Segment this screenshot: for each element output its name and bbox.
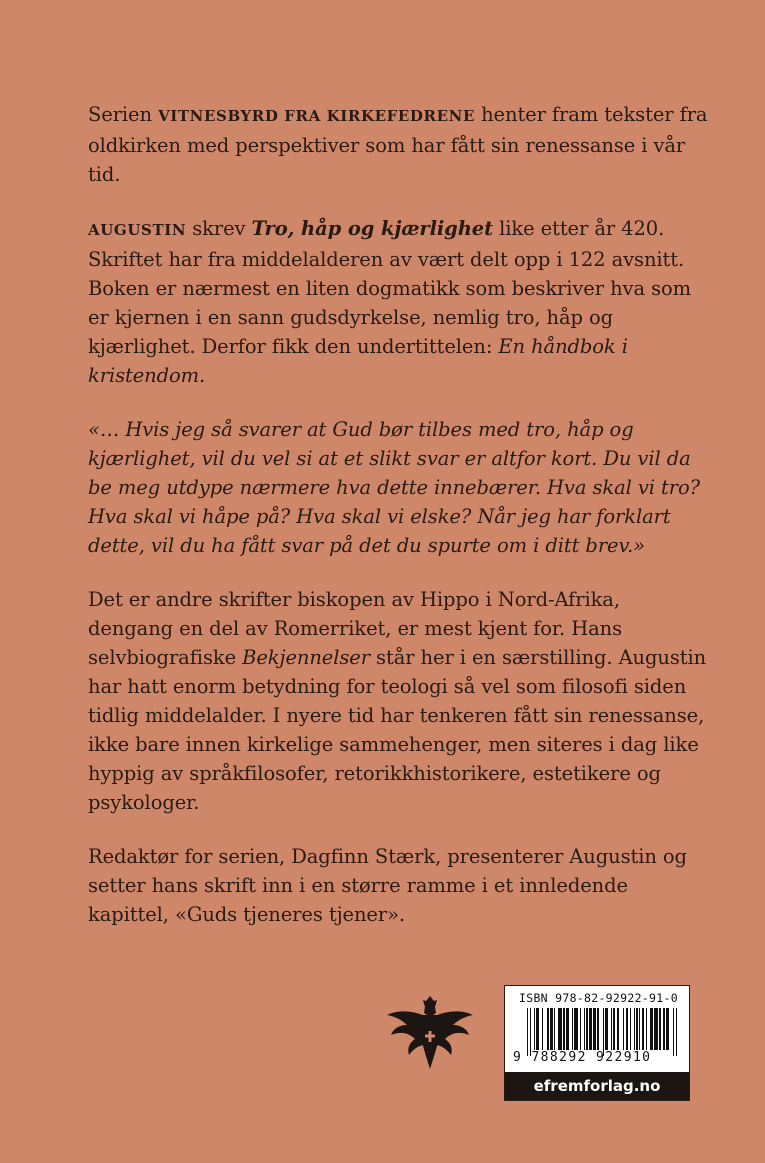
barcode-bar xyxy=(603,1008,604,1056)
bird-publisher-logo-icon xyxy=(385,995,475,1071)
series-paragraph xyxy=(88,100,708,189)
work-title: Bekjennelser xyxy=(242,646,370,669)
book-subtitle: En håndbok i kristendom. xyxy=(88,335,628,387)
publisher-website: efremforlag.no xyxy=(505,1072,689,1100)
isbn-barcode xyxy=(504,985,690,1101)
quote-paragraph: «… Hvis jeg så svarer at Gud bør tilbes med tro, håp og kjærlighet, vil du vel si at et slikt svar er altfor kort. Du vil da be meg utdype nærmere hva dette innebærer. Hva skal vi tro? Hva skal vi håpe på? Hva skal vi elske? Når jeg har forklart dette, vil du ha fått svar på det du spurte om i ditt brev.» xyxy=(88,418,700,557)
back-cover-text xyxy=(88,100,708,954)
author-text-1: Det er andre skrifter biskopen av Hippo i Nord-Afrika, dengang en del av Romerriket, er mest kjent for. Hans selvbiografiske xyxy=(88,588,623,669)
book-text-1: skrev xyxy=(186,217,252,240)
author-name: AUGUSTIN xyxy=(88,221,187,239)
barcode-bar xyxy=(580,1008,581,1050)
barcode-bar xyxy=(626,1008,629,1050)
editor-paragraph: Redaktør for serien, Dagfinn Stærk, presenterer Augustin og setter hans skrift inn i en større ramme i et innledende kapittel, «Guds tjeneres tjener». xyxy=(88,845,687,926)
barcode-bar xyxy=(558,1008,562,1050)
series-description: henter fram tekster fra oldkirken med perspektiver som har fått sin renessanse i vår tid. xyxy=(88,103,708,186)
author-text-2: står her i en særstilling. Augustin har hatt enorm betydning for teologi så vel som filosofi siden tidlig middelalder. I nyere tid har tenkeren fått sin renessanse, ikke bare innen kirkelige sammehenger, men siteres i dag like hyppig av språkfilosofer, retorikkhistorikere, estetikere og psykologer. xyxy=(88,646,707,814)
barcode-bar xyxy=(623,1008,624,1050)
book-text-2: like etter år 420. Skriftet har fra middelalderen av vært delt opp i 122 avsnitt. Boken er nærmest en liten dogmatikk som beskriver hva som er kjernen i en sann gudsdyrkelse, nemlig tro, håp og kjærlighet. Derfor fikk den undertittelen: xyxy=(88,217,692,358)
barcode-bar xyxy=(636,1008,637,1050)
barcode-bar xyxy=(676,1008,677,1056)
barcode-bar xyxy=(547,1008,548,1050)
barcode-bar xyxy=(611,1008,612,1050)
book-paragraph xyxy=(88,214,708,390)
barcode-bar xyxy=(654,1008,658,1050)
barcode-bar xyxy=(634,1008,635,1050)
isbn-label: ISBN 978-82-92922-91-0 xyxy=(519,991,678,1005)
barcode-bar xyxy=(589,1008,592,1050)
barcode-bar xyxy=(593,1008,596,1050)
barcode-bar xyxy=(563,1008,564,1050)
barcode-bar xyxy=(530,1008,531,1056)
barcode-digits: 9 788292 922910 xyxy=(513,1050,652,1065)
barcode-bar xyxy=(554,1008,555,1050)
barcode-bar xyxy=(646,1008,647,1050)
barcode-bar xyxy=(673,1008,674,1056)
barcode-bar xyxy=(613,1008,614,1050)
barcode-bar xyxy=(527,1008,528,1056)
book-title: Tro, håp og kjærlighet xyxy=(251,217,494,240)
barcode-bars xyxy=(527,1008,679,1056)
barcode-bar xyxy=(605,1008,608,1050)
barcode-bar xyxy=(639,1008,640,1050)
barcode-bar xyxy=(572,1008,573,1050)
barcode-bar xyxy=(586,1008,587,1050)
barcode-bar xyxy=(574,1008,578,1050)
barcode-bar xyxy=(666,1008,669,1050)
barcode-bar xyxy=(566,1008,569,1050)
barcode-bar xyxy=(630,1008,631,1050)
barcode-bar xyxy=(550,1008,553,1050)
barcode-bar xyxy=(642,1008,645,1050)
barcode-bar xyxy=(534,1008,535,1050)
series-name: VITNESBYRD FRA KIRKEFEDRENE xyxy=(158,107,475,125)
barcode-bar xyxy=(597,1008,598,1050)
barcode-bar xyxy=(650,1008,653,1050)
barcode-bar xyxy=(542,1008,543,1050)
barcode-bar xyxy=(584,1008,585,1050)
author-paragraph xyxy=(88,585,708,817)
barcode-bar xyxy=(536,1008,539,1050)
series-intro-text: Serien xyxy=(88,103,159,126)
barcode-bar xyxy=(663,1008,664,1050)
barcode-bar xyxy=(659,1008,660,1050)
barcode-bar xyxy=(617,1008,618,1050)
